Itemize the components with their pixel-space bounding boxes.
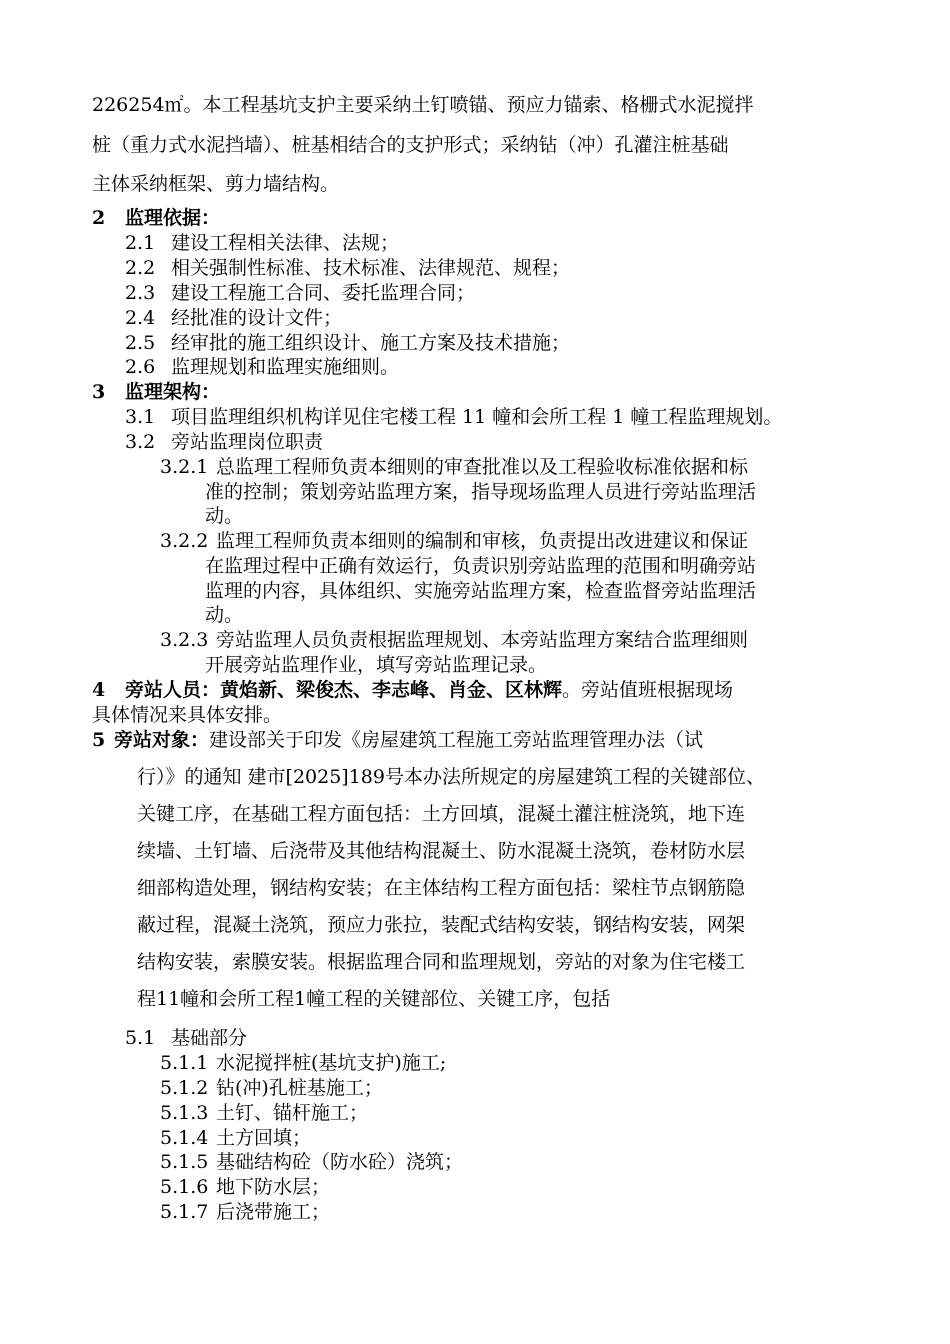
- staff-names: 黄焰新、梁俊杰、李志峰、肖金、区林辉: [220, 679, 563, 701]
- item-number: 5.1.4: [160, 1127, 209, 1149]
- item-number: 5.1.3: [160, 1102, 209, 1124]
- sub-item: [160, 1051, 446, 1075]
- section-5-line: 蔽过程，混凝土浇筑，预应力张拉，装配式结构安装，钢结构安装，网架: [137, 914, 746, 936]
- section-label: 旁站人员：: [125, 679, 221, 701]
- section-text: 。旁站值班根据现场: [562, 679, 734, 701]
- intro-line-2: 桩（重力式水泥挡墙）、桩基相结合的支护形式；采纳钻（冲）孔灌注桩基础: [92, 134, 729, 156]
- section-text: 建设部关于印发《房屋建筑工程施工旁站监理管理办法（试: [209, 729, 704, 751]
- item-text: 土方回填；: [216, 1127, 312, 1149]
- item-number: 3.2.3: [160, 629, 209, 651]
- item-number: 2.4: [125, 307, 156, 329]
- item-text: 经批准的设计文件；: [171, 307, 343, 329]
- item-number: 5.1.2: [160, 1077, 209, 1099]
- item-text: 监理规划和监理实施细则。: [171, 356, 400, 378]
- item-number: 5.1.6: [160, 1176, 209, 1198]
- item-number: 5.1.5: [160, 1151, 209, 1173]
- sub-item-cont: 监理的内容，具体组织、实施旁站监理方案，检查监督旁站监理活: [205, 580, 757, 602]
- sub-item: [160, 1076, 383, 1100]
- sub-item: [160, 1175, 330, 1199]
- item-text: 建设工程施工合同、委托监理合同；: [171, 282, 476, 304]
- item-text: 钻(冲)孔桩基施工；: [216, 1077, 383, 1099]
- item-text: 基础部分: [171, 1027, 248, 1049]
- sub-item: [160, 1101, 368, 1125]
- item-text: 旁站监理岗位职责: [171, 431, 324, 453]
- item-text: 土钉、锚杆施工；: [216, 1102, 369, 1124]
- sub-item: [160, 1200, 330, 1224]
- sub-item-cont: 开展旁站监理作业，填写旁站监理记录。: [205, 654, 548, 676]
- section-title: 监理依据：: [125, 207, 221, 229]
- section-5-line: 细部构造处理，钢结构安装；在主体结构工程方面包括：梁柱节点钢筋隐: [137, 877, 746, 899]
- item-text: 水泥搅拌桩(基坑支护)施工;: [216, 1052, 447, 1074]
- section-5-line: 程11幢和会所工程1幢工程的关键部位、关键工序，包括: [137, 988, 611, 1010]
- list-item: [125, 1026, 247, 1050]
- list-item: [125, 281, 475, 305]
- section-5-line: 结构安装，索膜安装。根据监理合同和监理规划，旁站的对象为住宅楼工: [137, 951, 746, 973]
- list-item: [125, 231, 399, 255]
- sub-item: [160, 455, 748, 479]
- intro-line-3: 主体采纳框架、剪力墙结构。: [92, 173, 340, 195]
- sub-item-cont: 动。: [205, 505, 244, 527]
- section-label: 旁站对象：: [114, 729, 210, 751]
- item-number: 2.5: [125, 332, 156, 354]
- item-text: 建设工程相关法律、法规；: [171, 232, 400, 254]
- section-2-heading: [92, 206, 220, 230]
- section-title: 监理架构：: [125, 381, 221, 403]
- section-4-cont: 具体情况来具体安排。: [92, 704, 283, 726]
- sub-item-cont: 在监理过程中正确有效运行，负责识别旁站监理的范围和明确旁站: [205, 555, 757, 577]
- item-number: 3.2.1: [160, 456, 209, 478]
- list-item: [125, 306, 342, 330]
- item-text: 监理工程师负责本细则的编制和审核，负责提出改进建议和保证: [216, 530, 749, 552]
- item-text: 旁站监理人员负责根据监理规划、本旁站监理方案结合监理细则: [216, 629, 749, 651]
- item-number: 3.2.2: [160, 530, 209, 552]
- item-number: 5.1.1: [160, 1052, 209, 1074]
- item-text: 经审批的施工组织设计、施工方案及技术措施；: [171, 332, 571, 354]
- section-4-heading: [92, 678, 733, 702]
- section-5-heading: [92, 728, 703, 752]
- list-item: [125, 331, 570, 355]
- item-text: 地下防水层；: [216, 1176, 331, 1198]
- item-text: 后浇带施工；: [216, 1201, 331, 1223]
- sub-item: [160, 1150, 463, 1174]
- item-text: 项目监理组织机构详见住宅楼工程 11 幢和会所工程 1 幢工程监理规划。: [171, 406, 783, 428]
- item-number: 2.6: [125, 356, 156, 378]
- sub-item: [160, 529, 748, 553]
- sub-item: [160, 628, 748, 652]
- section-3-heading: [92, 380, 220, 404]
- section-number: 5: [92, 729, 106, 751]
- item-number: 2.1: [125, 232, 156, 254]
- item-number: 5.1: [125, 1027, 156, 1049]
- item-text: 总监理工程师负责本细则的审查批准以及工程验收标准依据和标: [216, 456, 749, 478]
- list-item: [125, 430, 323, 454]
- intro-line-1: 226254㎡。本工程基坑支护主要采纳土钉喷锚、预应力锚索、格栅式水泥搅拌: [92, 94, 754, 116]
- item-number: 3.2: [125, 431, 156, 453]
- item-text: 相关强制性标准、技术标准、法律规范、规程；: [171, 257, 571, 279]
- sub-item-cont: 动。: [205, 604, 244, 626]
- section-number: 4: [92, 679, 106, 701]
- list-item: [125, 355, 399, 379]
- section-number: 3: [92, 381, 106, 403]
- list-item: [125, 256, 570, 280]
- item-text: 基础结构砼（防水砼）浇筑；: [216, 1151, 464, 1173]
- list-item: [125, 405, 782, 429]
- section-5-line: 续墙、土钉墙、后浇带及其他结构混凝土、防水混凝土浇筑，卷材防水层: [137, 840, 746, 862]
- section-5-line: 关键工序，在基础工程方面包括：土方回填，混凝土灌注桩浇筑，地下连: [137, 803, 746, 825]
- item-number: 5.1.7: [160, 1201, 209, 1223]
- section-number: 2: [92, 207, 106, 229]
- sub-item-cont: 准的控制；策划旁站监理方案，指导现场监理人员进行旁站监理活: [205, 481, 757, 503]
- item-number: 2.3: [125, 282, 156, 304]
- item-number: 2.2: [125, 257, 156, 279]
- sub-item: [160, 1126, 311, 1150]
- section-5-line: 行）》的通知 建市[2025]189号本办法所规定的房屋建筑工程的关键部位、: [137, 766, 765, 788]
- item-number: 3.1: [125, 406, 156, 428]
